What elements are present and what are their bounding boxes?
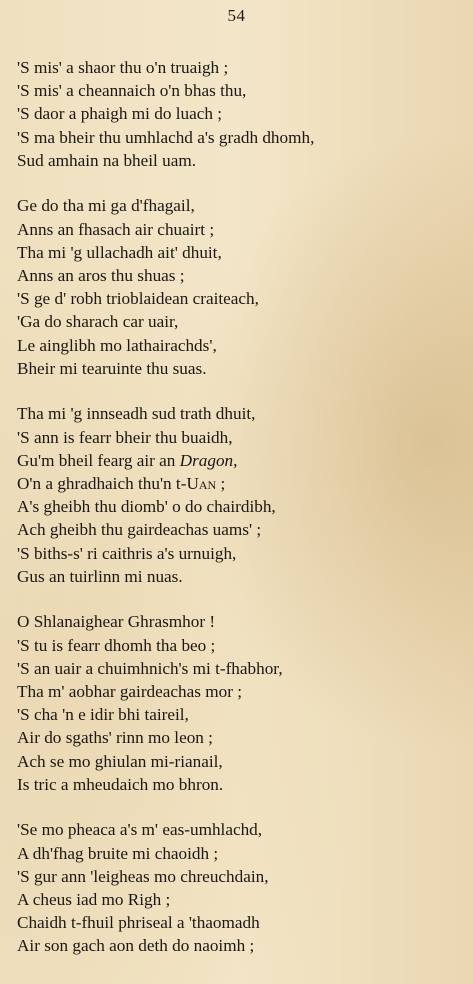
verse-line: Anns an fhasach air chuairt ; bbox=[17, 219, 215, 239]
verse-line: Is tric a mheudaich mo bhron. bbox=[17, 774, 224, 794]
stanza-4 bbox=[17, 610, 467, 796]
verse-line: Chaidh t-fhuil phriseal a 'thaomadh bbox=[17, 913, 260, 933]
line-text: , bbox=[233, 450, 238, 470]
verse-line: 'S tu is fearr dhomh tha beo ; bbox=[17, 635, 216, 655]
small-caps-word: Uan bbox=[186, 474, 217, 493]
verse-line: 'S ge d' robh trioblaidean craiteach, bbox=[17, 289, 259, 309]
verse-line: 'S an uair a chuimhnich's mi t-fhabhor, bbox=[17, 658, 283, 678]
line-text: Gu'm bheil fearg air an bbox=[17, 450, 180, 470]
verse-line: Air do sgaths' rinn mo leon ; bbox=[17, 728, 213, 748]
verse-line: 'S mis' a shaor thu o'n truaigh ; bbox=[17, 58, 229, 77]
page-number: 54 bbox=[227, 6, 246, 25]
verse-line: 'S ann is fearr bheir thu buaidh, bbox=[17, 427, 233, 447]
verse-line: Ach se mo ghiulan mi-rianail, bbox=[17, 751, 223, 771]
verse-line: A's gheibh thu diomb' o do chairdibh, bbox=[17, 497, 276, 517]
verse-line: 'S ma bheir thu umhlachd a's gradh dhomh, bbox=[17, 127, 315, 147]
line-text: O'n a ghradhaich thu'n t- bbox=[17, 474, 187, 493]
stanza-3 bbox=[17, 402, 467, 588]
stanza-1 bbox=[17, 56, 467, 172]
verse-line: Anns an aros thu shuas ; bbox=[17, 266, 185, 285]
stanza-5 bbox=[17, 818, 467, 957]
verse-line: Ach gheibh thu gairdeachas uams' ; bbox=[17, 520, 262, 540]
verse-line bbox=[17, 472, 467, 495]
verse-line: 'S biths-s' ri caithris a's urnuigh, bbox=[17, 543, 237, 563]
verse-line: 'S daor a phaigh mi do luach ; bbox=[17, 104, 223, 124]
verse-line: Tha mi 'g innseadh sud trath dhuit, bbox=[17, 404, 256, 424]
verse-line: 'Ga do sharach car uair, bbox=[17, 312, 179, 332]
verse-line: Gus an tuirlinn mi nuas. bbox=[17, 566, 183, 586]
verse-line: A dh'fhag bruite mi chaoidh ; bbox=[17, 843, 219, 863]
verse-line: Ge do tha mi ga d'fhagail, bbox=[17, 196, 195, 216]
verse-line: Le ainglibh mo lathairachds', bbox=[17, 335, 217, 355]
verse-line: 'S cha 'n e idir bhi taireil, bbox=[17, 705, 189, 725]
verse-line: Tha mi 'g ullachadh ait' dhuit, bbox=[17, 242, 222, 262]
verse-line: O Shlanaighear Ghrasmhor ! bbox=[17, 612, 216, 632]
line-text: ; bbox=[216, 474, 226, 493]
verse-line: Air son gach aon deth do naoimh ; bbox=[17, 936, 255, 956]
verse-line: Bheir mi tearuinte thu suas. bbox=[17, 358, 207, 378]
verse-line: 'S gur ann 'leigheas mo chreuchdain, bbox=[17, 866, 269, 886]
stanza-2 bbox=[17, 194, 467, 380]
italic-word: Dragon bbox=[179, 450, 234, 470]
verse-line: 'S mis' a cheannaich o'n bhas thu, bbox=[17, 81, 247, 101]
verse-line: A cheus iad mo Righ ; bbox=[17, 890, 171, 909]
verse-line: Tha m' aobhar gairdeachas mor ; bbox=[17, 682, 243, 701]
verse-line: 'Se mo pheaca a's m' eas-umhlachd, bbox=[17, 820, 263, 840]
poem bbox=[17, 56, 467, 980]
verse-line: Sud amhain na bheil uam. bbox=[17, 150, 197, 170]
verse-line bbox=[17, 449, 467, 472]
